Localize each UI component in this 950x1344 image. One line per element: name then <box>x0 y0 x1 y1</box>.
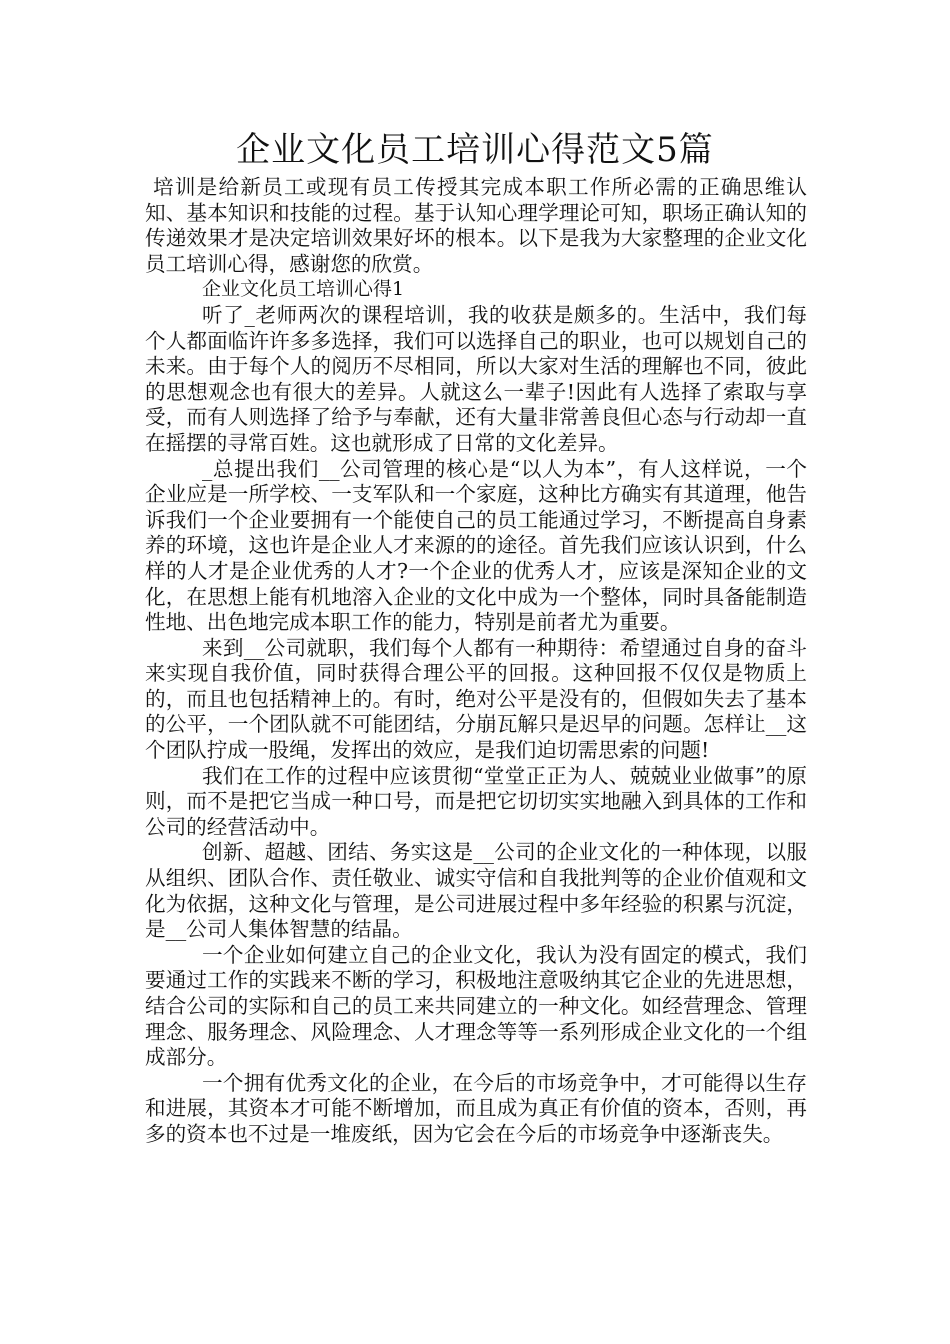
body-paragraph: 来到__公司就职，我们每个人都有一种期待：希望通过自身的奋斗来实现自我价值，同时获得合理公平的回报。这种回报不仅仅是物质上的，而且也包括精神上的。有时，绝对公平是没有的，但假如失去了基本的公平，一个团队就不可能团结，分崩瓦解只是迟早的问题。怎样让__这个团队拧成一股绳，发挥出的效应，是我们迫切需思索的问题! <box>145 635 807 763</box>
body-paragraph: 听了_老师两次的课程培训，我的收获是颇多的。生活中，我们每个人都面临许许多多选择，我们可以选择自己的职业，也可以规划自己的未来。由于每个人的阅历不尽相同，所以大家对生活的理解也不同，彼此的思想观念也有很大的差异。人就这么一辈子!因此有人选择了索取与享受，而有人则选择了给予与奉献，还有大量非常善良但心态与行动却一直在摇摆的寻常百姓。这也就形成了日常的文化差异。 <box>145 302 807 455</box>
body-paragraph: 我们在工作的过程中应该贯彻“堂堂正正为人、兢兢业业做事”的原则，而不是把它当成一种口号，而是把它切切实实地融入到具体的工作和公司的经营活动中。 <box>145 763 807 839</box>
body-paragraph: 一个企业如何建立自己的企业文化，我认为没有固定的模式，我们要通过工作的实践来不断的学习，积极地注意吸纳其它企业的先进思想，结合公司的实际和自己的员工来共同建立的一种文化。如经营理念、管理理念、服务理念、风险理念、人才理念等等一系列形成企业文化的一个组成部分。 <box>145 942 807 1070</box>
document-title: 企业文化员工培训心得范文5篇 <box>236 130 714 170</box>
intro-paragraph: 培训是给新员工或现有员工传授其完成本职工作所必需的正确思维认知、基本知识和技能的过程。基于认知心理学理论可知，职场正确认知的传递效果才是决定培训效果好坏的根本。以下是我为大家整理的企业文化员工培训心得，感谢您的欣赏。 <box>145 175 807 276</box>
body-paragraph: 创新、超越、团结、务实这是__公司的企业文化的一种体现，以服从组织、团队合作、责任敬业、诚实守信和自我批判等的企业价值观和文化为依据，这种文化与管理，是公司进展过程中多年经验的积累与沉淀，是__公司人集体智慧的结晶。 <box>145 840 807 942</box>
body-paragraph: _总提出我们__公司管理的核心是“以人为本”，有人这样说，一个企业应是一所学校、一支军队和一个家庭，这种比方确实有其道理，他告诉我们一个企业要拥有一个能使自己的员工能通过学习，不断提高自身素养的环境，这也许是企业人才来源的的途径。首先我们应该认识到，什么样的人才是企业优秀的人才?一个企业的优秀人才，应该是深知企业的文化，在思想上能有机地溶入企业的文化中成为一个整体，同时具备能制造性地、出色地完成本职工作的能力，特别是前者尤为重要。 <box>145 456 807 635</box>
section-heading: 企业文化员工培训心得1 <box>202 278 405 301</box>
body-paragraph: 一个拥有优秀文化的企业，在今后的市场竞争中，才可能得以生存和进展，其资本才可能不断增加，而且成为真正有价值的资本，否则，再多的资本也不过是一堆废纸，因为它会在今后的市场竞争中逐渐丧失。 <box>145 1070 807 1146</box>
document-body <box>145 175 807 1148</box>
